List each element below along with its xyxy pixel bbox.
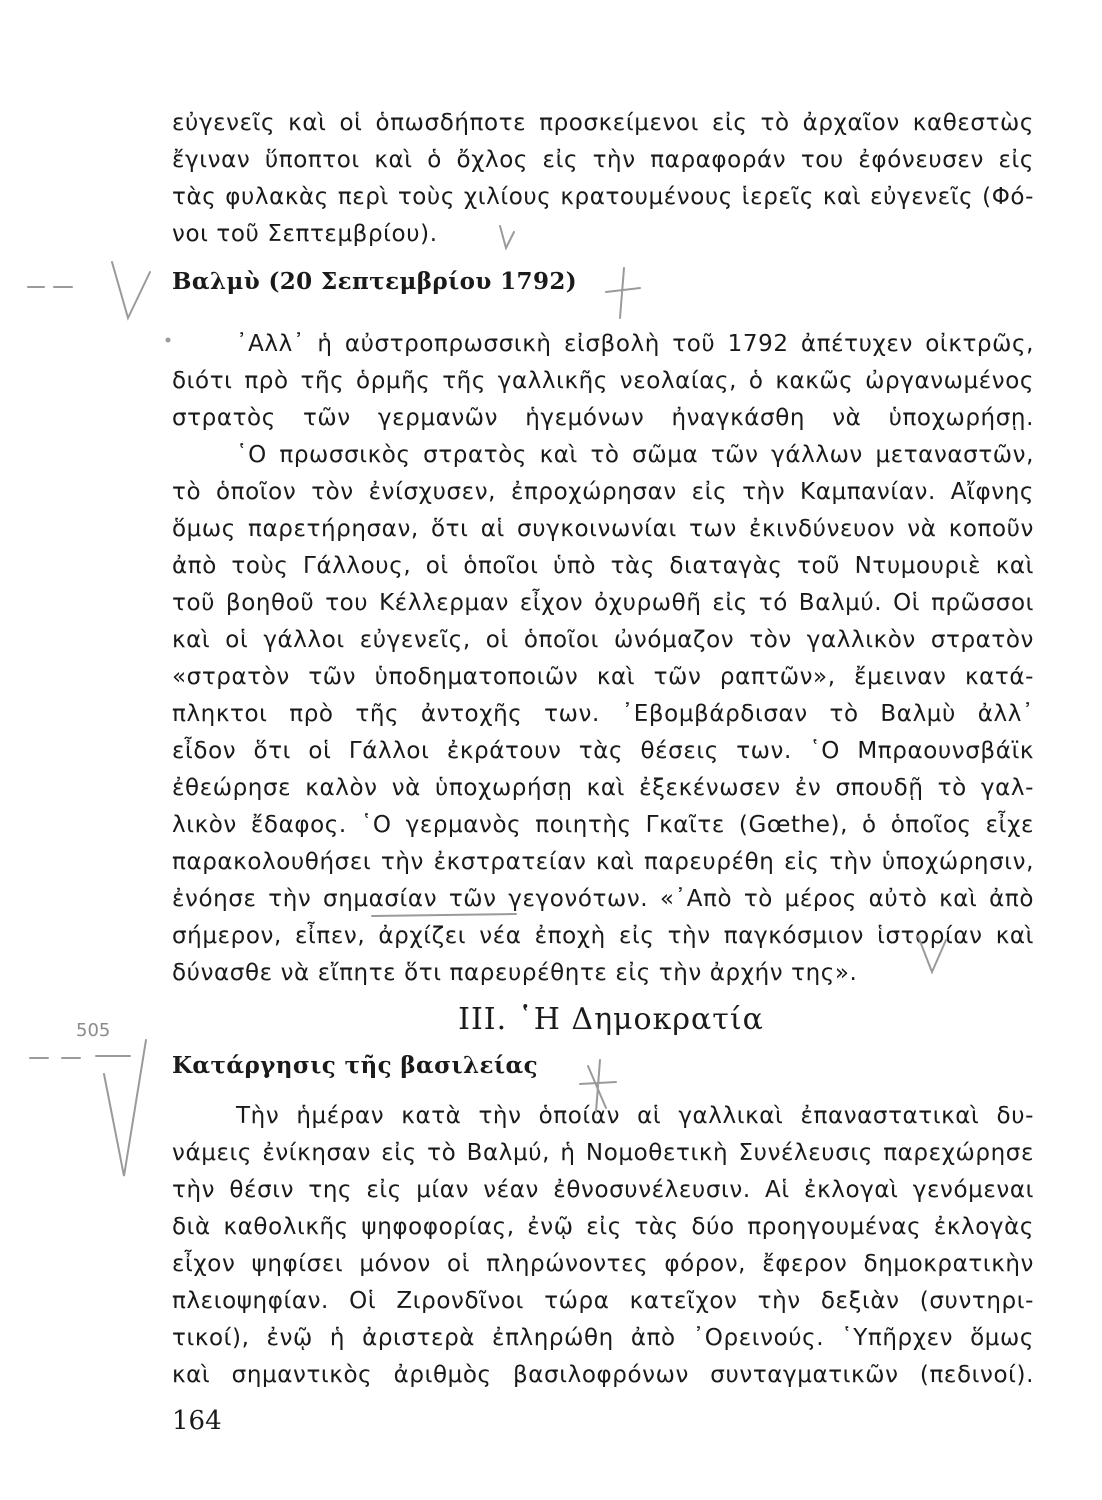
paragraph-2-line: τοῦ βοηθοῦ του Κέλλερμαν εἶχον ὀχυρωθῆ εἰς τό Βαλμύ. Οἱ πρῶσσοι [172,590,1034,616]
paragraph-2-line: στρατὸς τῶν γερμανῶν ἡγεμόνων ἠναγκάσθη νὰ ὑποχωρήσῃ. [172,405,1034,431]
paragraph-3-line: καὶ σημαντικὸς ἀριθμὸς βασιλοφρόνων συνταγματικῶν (πεδινοί). [172,1362,1034,1388]
paragraph-2-line: εἶδον ὅτι οἱ Γάλλοι ἐκράτουν τὰς θέσεις των. ῾Ο Μπραουνσβάϊκ [172,738,1034,764]
paragraph-2 [172,326,1034,992]
paragraph-3-line: τικοί), ἐνῷ ἡ ἀριστερὰ ἐπληρώθη ἀπὸ ᾿Ορεινούς. ῾Υπῆρχεν ὅμως [172,1325,1034,1351]
pencil-check-mark [104,1040,146,1176]
page-number: 164 [172,1406,222,1436]
paragraph-1-line: νοι τοῦ Σεπτεμβρίου). [172,221,438,247]
section-heading-abolition: Κατάργησις τῆς βασιλείας [172,1052,538,1079]
paragraph-3-line: νάμεις ἐνίκησαν εἰς τὸ Βαλμύ, ἡ Νομοθετικὴ Συνέλευσις παρεχώρησε [172,1140,1034,1166]
pencil-cross-mark [580,1082,616,1084]
pencil-cross-mark [606,288,640,292]
paragraph-2-line: καὶ οἱ γάλλοι εὐγενεῖς, οἱ ὁποῖοι ὠνόμαζον τὸν γαλλικὸν στρατὸν [172,627,1034,653]
paragraph-2-line: «στρατὸν τῶν ὑποδηματοποιῶν καὶ τῶν ραπτῶν», ἔμειναν κατά- [172,664,1034,690]
paragraph-3-line: Τὴν ἡμέραν κατὰ τὴν ὁποίαν αἱ γαλλικαὶ ἐπαναστατικαὶ δυ- [236,1103,1034,1129]
paragraph-1-line: ἔγιναν ὕποπτοι καὶ ὁ ὄχλος εἰς τὴν παραφοράν του ἐφόνευσεν εἰς [172,147,1034,173]
paragraph-2-line: ὅμως παρετήρησαν, ὅτι αἱ συγκοινωνίαι των ἐκινδύνευον νὰ κοποῦν [172,516,1034,542]
paragraph-3-line: εἶχον ψηφίσει μόνον οἱ πληρώνοντες φόρον, ἔφερον δημοκρατικὴν [172,1251,1034,1277]
chapter-title: ΙΙΙ. ῾Η Δημοκρατία [458,1002,764,1037]
paragraph-2-line: λικὸν ἔδαφος. ῾Ο γερμανὸς ποιητὴς Γκαῖτε (Gœthe), ὁ ὁποῖος εἶχε [172,812,1034,838]
paragraph-3-line: τὴν θέσιν της εἰς μίαν νέαν ἐθνοσυνέλευσιν. Αἱ ἐκλογαὶ γενόμεναι [172,1177,1034,1203]
paragraph-2-line: τὸ ὁποῖον τὸν ἐνίσχυσεν, ἐπροχώρησαν εἰς τὴν Καμπανίαν. Αἴφνης [172,479,1034,505]
paragraph-2-line: ἐνόησε τὴν σημασίαν τῶν γεγονότων. «᾿Απὸ τὸ μέρος αὐτὸ καὶ ἀπὸ [172,886,1034,912]
paragraph-2-line: ᾿Αλλ᾿ ἡ αὐστροπρωσσικὴ εἰσβολὴ τοῦ 1792 ἀπέτυχεν οἰκτρῶς, [236,331,1034,357]
paragraph-1 [172,105,1034,253]
paragraph-2-line: ἀπὸ τοὺς Γάλλους, οἱ ὁποῖοι ὑπὸ τὰς διαταγὰς τοῦ Ντυμουριὲ καὶ [172,553,1034,579]
paragraph-2-line: παρακολουθήσει τὴν ἐκστρατείαν καὶ παρευρέθη εἰς τὴν ὑποχώρησιν, [172,849,1034,875]
paragraph-3-line: πλειοψηφίαν. Οἱ Ζιρονδῖνοι τώρα κατεῖχον τὴν δεξιὰν (συντηρι- [172,1288,1034,1314]
pencil-check-mark [112,262,150,318]
paragraph-2-line: σήμερον, εἶπεν, ἀρχίζει νέα ἐποχὴ εἰς τὴν παγκόσμιον ἱστορίαν καὶ [172,923,1034,949]
pencil-cross-mark [620,268,624,318]
paragraph-2-line: διότι πρὸ τῆς ὁρμῆς τῆς γαλλικῆς νεολαίας, ὁ κακῶς ὠργανωμένος [172,368,1034,394]
paragraph-3 [172,1098,1034,1394]
paragraph-1-line: τὰς φυλακὰς περὶ τοὺς χιλίους κρατουμένους ἱερεῖς καὶ εὐγενεῖς (Φό- [172,184,1034,210]
paragraph-2-line: ῾Ο πρωσσικὸς στρατὸς καὶ τὸ σῶμα τῶν γάλλων μεταναστῶν, [236,442,1034,468]
paragraph-3-line: διὰ καθολικῆς ψηφοφορίας, ἐνῷ εἰς τὰς δύο προηγουμένας ἐκλογὰς [172,1214,1034,1240]
margin-note: 505 [76,1020,111,1041]
paragraph-1-line: εὐγενεῖς καὶ οἱ ὁπωσδήποτε προσκείμενοι εἰς τὸ ἀρχαῖον καθεστὼς [172,110,1034,136]
paragraph-2-line: δύνασθε νὰ εἴπητε ὅτι παρευρέθητε εἰς τὴν ἀρχήν της». [172,960,858,986]
paragraph-2-line: πληκτοι πρὸ τῆς ἀντοχῆς των. ᾿Εβομβάρδισαν τὸ Βαλμὺ ἀλλ᾿ [172,701,1034,727]
pencil-dot [167,339,170,342]
section-heading-valmy: Βαλμὺ (20 Σεπτεμβρίου 1792) [172,268,578,295]
paragraph-2-line: ἐθεώρησε καλὸν νὰ ὑποχωρήσῃ καὶ ἐξεκένωσεν ἐν σπουδῇ τὸ γαλ- [172,775,1034,801]
